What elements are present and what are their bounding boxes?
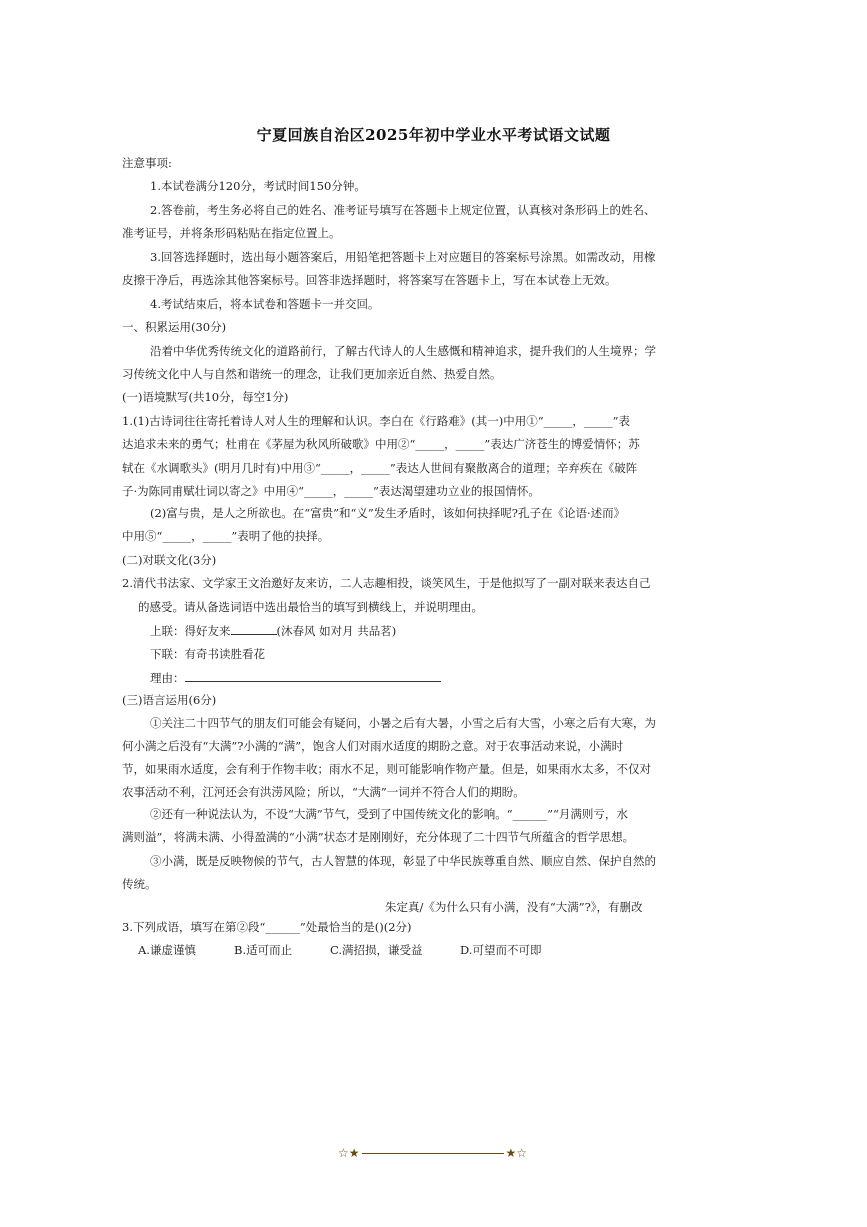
paragraph-1-line: 何小满之后没有“大满”?小满的“满”，饱含人们对雨水适度的期盼之意。对于农事活动来说，小满时	[122, 739, 624, 753]
couplet-upper-prefix: 上联：得好友来	[150, 624, 231, 638]
question-3: 3.下列成语，填写在第②段“______”处最恰当的是()(2分)	[122, 920, 412, 934]
part3-heading: (三)语言运用(6分)	[122, 693, 217, 707]
paragraph-1-line: 节，如果雨水适度，会有利于作物丰收；雨水不足，则可能影响作物产量。但是，如果雨水太多，不仅对	[122, 762, 651, 776]
paragraph-2-line: ②还有一种说法认为，不设“大满”节气，受到了中国传统文化的影响。“______”“月满则亏，水	[150, 807, 628, 821]
section1-heading: 一、积累运用(30分)	[122, 320, 227, 334]
question-1-line: 达追求未来的勇气；杜甫在《茅屋为秋风所破歌》中用②“_____，_____”表达广济苍生的博爱情怀；苏	[122, 437, 640, 451]
option-d: D.可望而不可即	[460, 943, 542, 957]
reason-row	[150, 669, 441, 686]
question-2-line: 的感受。请从备选词语中选出最恰当的填写到横线上，并说明理由。	[138, 600, 483, 614]
notice-item: 皮擦干净后，再选涂其他答案标号。回答非选择题时，将答案写在答题卡上，写在本试卷上无效。	[122, 273, 617, 287]
notice-item: 2.答卷前，考生务必将自己的姓名、准考证号填写在答题卡上规定位置，认真核对条形码上的姓名、	[150, 203, 656, 217]
option-c: C.满招损，谦受益	[330, 943, 423, 957]
footer-decoration	[338, 1146, 527, 1160]
footer-star-icon: ☆★	[338, 1146, 360, 1160]
reason-label: 理由：	[150, 671, 185, 685]
section1-intro: 沿着中华优秀传统文化的道路前行，了解古代诗人的人生感慨和精神追求，提升我们的人生境界；学	[150, 344, 656, 358]
footer-divider	[362, 1153, 504, 1154]
question-1-line: 子·为陈同甫赋壮词以寄之》中用④“_____，_____”表达渴望建功立业的报国情怀。	[122, 484, 540, 498]
question-1-line: 1.(1)古诗词往往寄托着诗人对人生的理解和认识。李白在《行路难》(其一)中用①“_____，_____”表	[122, 414, 630, 428]
couplet-lower: 下联：有奇书读胜看花	[150, 647, 265, 661]
notice-item: 3.回答选择题时，选出每小题答案后，用铅笔把答题卡上对应题目的答案标号涂黑。如需改动，用橡	[150, 250, 656, 264]
couplet-answer-blank	[231, 622, 277, 635]
paragraph-1-line: 农事活动不利，江河还会有洪涝风险；所以，“大满”一词并不符合人们的期盼。	[122, 785, 525, 799]
notice-heading: 注意事项:	[122, 156, 172, 170]
notice-item: 4.考试结束后，将本试卷和答题卡一并交回。	[150, 297, 380, 311]
exam-title: 宁夏回族自治区2025年初中学业水平考试语文试题	[256, 126, 611, 144]
notice-item: 1.本试卷满分120分，考试时间150分钟。	[150, 179, 366, 193]
footer-star-icon: ★☆	[505, 1146, 528, 1160]
paragraph-2-line: 满则溢”，将满未满、小得盈满的“小满”状态才是刚刚好，充分体现了二十四节气所蕴含的哲学思想。	[122, 830, 635, 844]
option-b: B.适可而止	[234, 943, 293, 957]
question-1-2-line: 中用⑤“_____，_____”表明了他的抉择。	[122, 529, 330, 543]
notice-item: 准考证号，并将条形码粘贴在指定位置上。	[122, 226, 341, 240]
question-2-line: 2.清代书法家、文学家王文治邀好友来访，二人志趣相投，谈笑风生，于是他拟写了一副对联来表达自己	[122, 576, 651, 590]
paragraph-3-line: ③小满，既是反映物候的节气，古人智慧的体现，彰显了中华民族尊重自然、顺应自然、保护自然的	[150, 854, 656, 868]
paragraph-1-line: ①关注二十四节气的朋友们可能会有疑问，小暑之后有大暑，小雪之后有大雪，小寒之后有大寒，为	[150, 716, 656, 730]
part1-heading: (一)语境默写(共10分，每空1分)	[122, 390, 289, 404]
couplet-upper-options: (沐春风 如对月 共品茗)	[276, 624, 397, 638]
part2-heading: (二)对联文化(3分)	[122, 553, 217, 567]
question-1-line: 轼在《水调歌头》(明月几时有)中用③“_____，_____”表达人世间有聚散离合的道理；辛弃疾在《破阵	[122, 461, 638, 475]
reason-answer-line	[185, 669, 441, 682]
section1-intro: 习传统文化中人与自然和谐统一的理念，让我们更加亲近自然、热爱自然。	[122, 367, 502, 381]
option-a: A.谦虚谨慎	[138, 943, 196, 957]
question-1-2-line: (2)富与贵，是人之所欲也。在“富贵”和“义”发生矛盾时，该如何抉择呢?孔子在《论语·述而》	[150, 506, 626, 520]
paragraph-3-line: 传统。	[122, 877, 157, 891]
couplet-upper	[150, 622, 396, 639]
source-citation: 朱定真/《为什么只有小满，没有“大满”?》，有删改	[385, 900, 643, 914]
